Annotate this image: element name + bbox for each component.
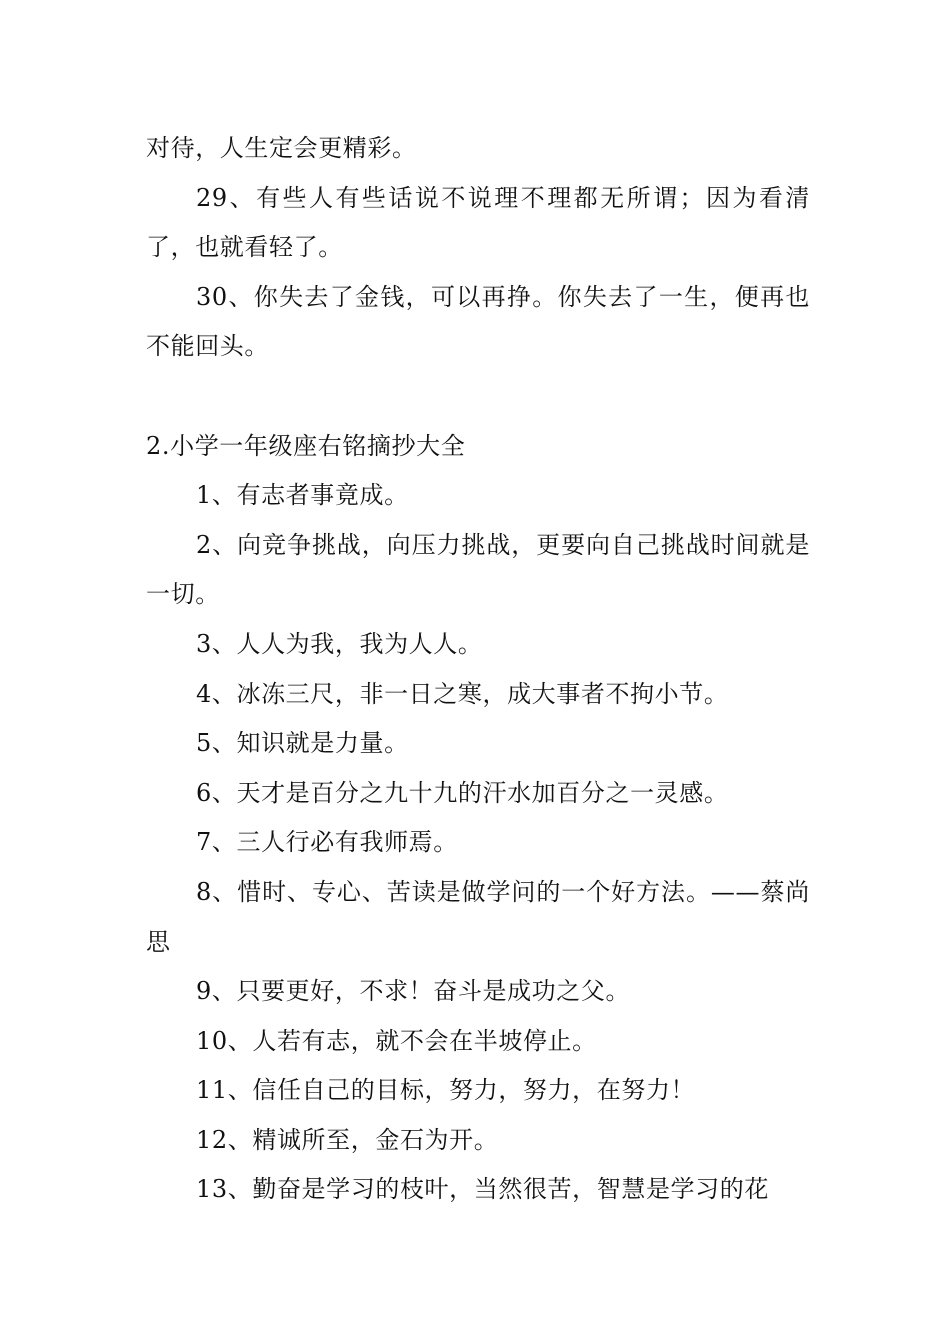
motto-item-12: 12、精诚所至，金石为开。 <box>196 1125 499 1154</box>
motto-item-9: 9、只要更好，不求！奋斗是成功之父。 <box>196 977 631 1006</box>
quote-item-30: 30、你失去了金钱，可以再挣。你失去了一生，便再也不能回头。 <box>146 282 810 361</box>
motto-item-7: 7、三人行必有我师焉。 <box>196 828 458 857</box>
motto-item-2: 2、向竞争挑战，向压力挑战，更要向自己挑战时间就是一切。 <box>146 530 810 609</box>
section-heading: 2.小学一年级座右铭摘抄大全 <box>146 431 466 460</box>
motto-item-3: 3、人人为我，我为人人。 <box>196 629 483 658</box>
document-body <box>146 124 810 1215</box>
motto-item-10: 10、人若有志，就不会在半坡停止。 <box>196 1026 597 1055</box>
motto-item-13: 13、勤奋是学习的枝叶，当然很苦，智慧是学习的花 <box>196 1175 769 1204</box>
motto-item-8: 8、惜时、专心、苦读是做学问的一个好方法。——蔡尚思 <box>146 877 810 956</box>
motto-item-11: 11、信任自己的目标，努力，努力，在努力！ <box>196 1076 696 1105</box>
motto-item-5: 5、知识就是力量。 <box>196 729 409 758</box>
motto-item-6: 6、天才是百分之九十九的汗水加百分之一灵感。 <box>196 778 729 807</box>
motto-item-4: 4、冰冻三尺，非一日之寒，成大事者不拘小节。 <box>196 679 729 708</box>
paragraph-continuation: 对待，人生定会更精彩。 <box>146 134 417 162</box>
quote-item-29: 29、有些人有些话说不说理不理都无所谓；因为看清了，也就看轻了。 <box>146 183 810 262</box>
section-spacer <box>146 372 810 422</box>
motto-item-1: 1、有志者事竟成。 <box>196 481 409 510</box>
